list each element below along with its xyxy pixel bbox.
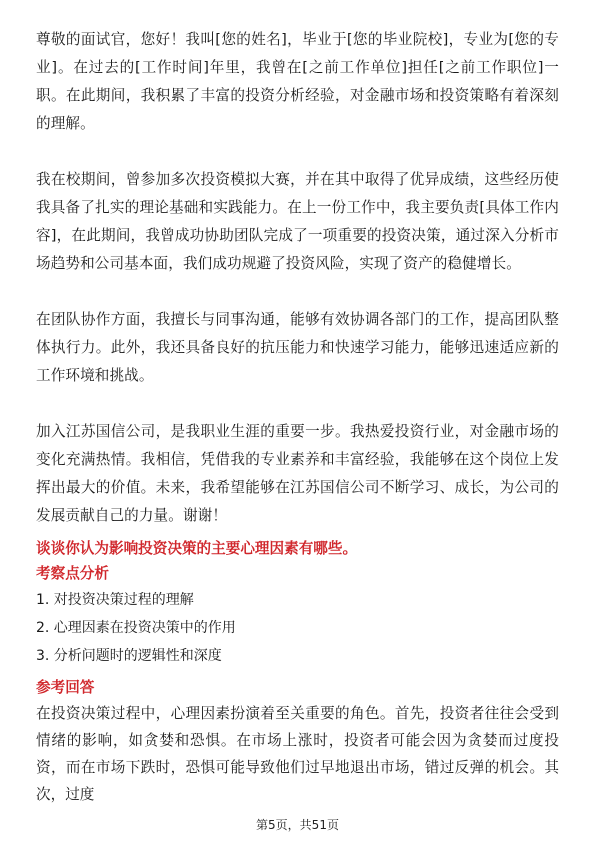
document-page xyxy=(36,26,559,808)
page-footer: 第5页，共51页 xyxy=(256,818,339,832)
analysis-list xyxy=(36,586,559,670)
intro-paragraph-3: 在团队协作方面，我擅长与同事沟通，能够有效协调各部门的工作，提高团队整体执行力。此外，我还具备良好的抗压能力和快速学习能力，能够迅速适应新的工作环境和挑战。 xyxy=(36,311,559,384)
analysis-heading: 考察点分析 xyxy=(36,565,109,582)
analysis-item: 1. 对投资决策过程的理解 xyxy=(36,592,194,608)
reference-heading: 参考回答 xyxy=(36,679,95,696)
analysis-item: 3. 分析问题时的逻辑性和深度 xyxy=(36,648,222,664)
intro-paragraph-1: 尊敬的面试官，您好！我叫[您的姓名]，毕业于[您的毕业院校]，专业为[您的专业]。在过去的[工作时间]年里，我曾在[之前工作单位]担任[之前工作职位]一职。在此期间，我积累了丰富的投资分析经验，对金融市场和投资策略有着深刻的理解。 xyxy=(36,31,559,132)
reference-answer: 在投资决策过程中，心理因素扮演着至关重要的角色。首先，投资者往往会受到情绪的影响，如贪婪和恐惧。在市场上涨时，投资者可能会因为贪婪而过度投资，而在市场下跌时，恐惧可能导致他们过早地退出市场，错过反弹的机会。其次，过度 xyxy=(36,705,559,803)
paragraph-gap xyxy=(36,390,559,418)
intro-paragraph-2: 我在校期间，曾参加多次投资模拟大赛，并在其中取得了优异成绩，这些经历使我具备了扎实的理论基础和实践能力。在上一份工作中，我主要负责[具体工作内容]，在此期间，我曾成功协助团队完成了一项重要的投资决策，通过深入分析市场趋势和公司基本面，我们成功规避了投资风险，实现了资产的稳健增长。 xyxy=(36,171,559,272)
analysis-item: 2. 心理因素在投资决策中的作用 xyxy=(36,620,236,636)
paragraph-gap xyxy=(36,138,559,166)
intro-paragraph-4: 加入江苏国信公司，是我职业生涯的重要一步。我热爱投资行业，对金融市场的变化充满热情。我相信，凭借我的专业素养和丰富经验，我能够在这个岗位上发挥出最大的价值。未来，我希望能够在江苏国信公司不断学习、成长，为公司的发展贡献自己的力量。谢谢！ xyxy=(36,423,559,524)
paragraph-gap xyxy=(36,278,559,306)
interview-question: 谈谈你认为影响投资决策的主要心理因素有哪些。 xyxy=(36,540,358,557)
